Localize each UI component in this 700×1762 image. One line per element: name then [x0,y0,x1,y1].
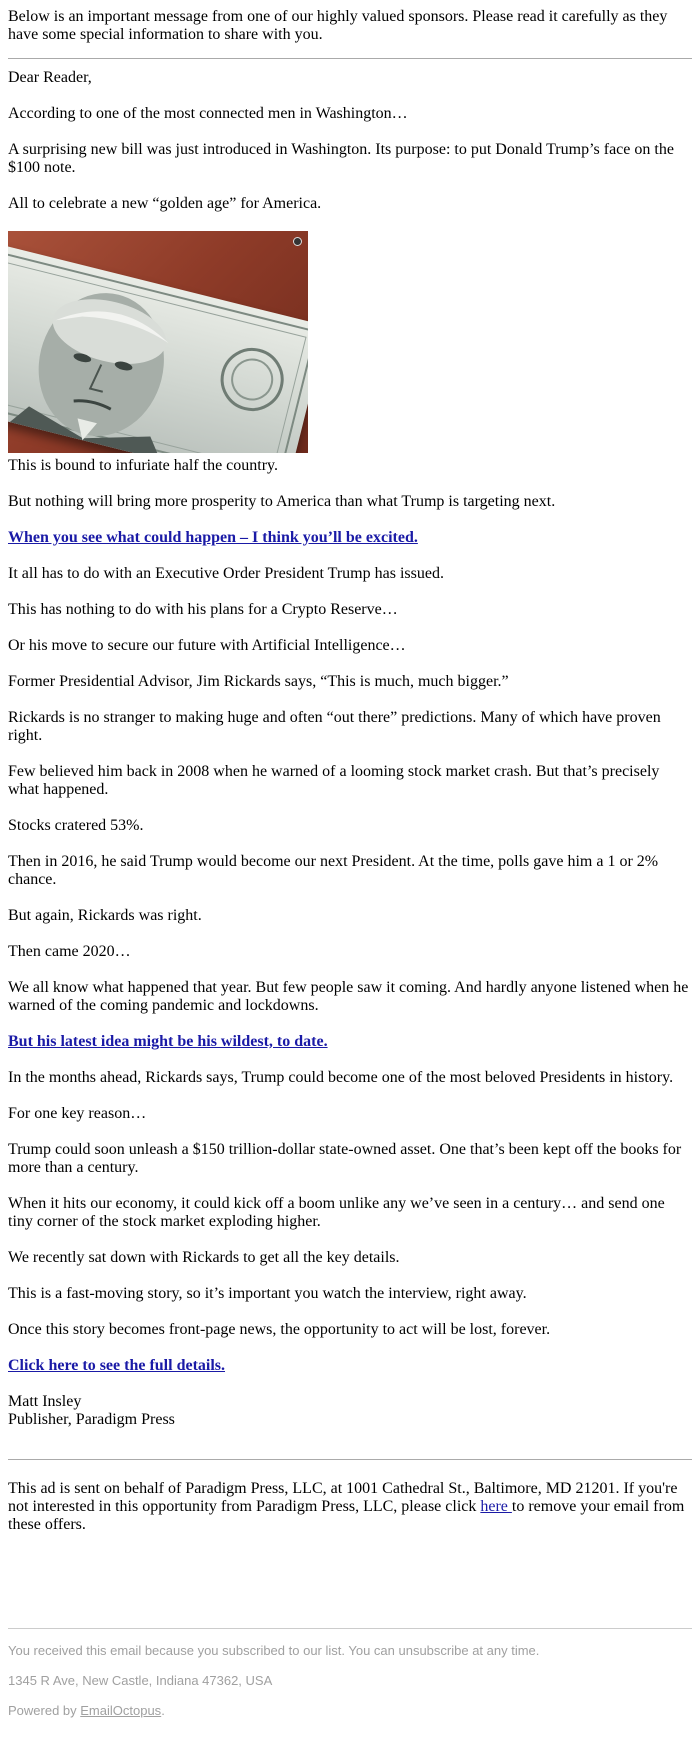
footer-divider [8,1628,692,1629]
promo-link-excited[interactable]: When you see what could happen – I think you’ll be excited. [8,529,418,546]
legal-text-after: to remove your email from these offers. [8,1498,685,1533]
remove-email-link[interactable]: here [480,1498,512,1515]
paragraph: We all know what happened that year. But few people saw it coming. And hardly anyone listened when he warned of the coming pandemic and lockdowns. [8,979,689,1014]
paragraph: All to celebrate a new “golden age” for America. [8,195,322,212]
paragraph: We recently sat down with Rickards to get all the key details. [8,1249,400,1266]
paragraph: Then in 2016, he said Trump would become our next President. At the time, polls gave him a 1 or 2% chance. [8,853,659,888]
paragraph: Stocks cratered 53%. [8,817,144,834]
mailing-address: 1345 R Ave, New Castle, Indiana 47362, USA [8,1673,273,1688]
promo-link-full-details[interactable]: Click here to see the full details. [8,1357,226,1374]
signature-title: Publisher, Paradigm Press [8,1411,175,1428]
paragraph: Then came 2020… [8,943,131,960]
top-divider [8,58,692,59]
paragraph: Few believed him back in 2008 when he warned of a looming stock market crash. But that’s precisely what happened. [8,763,660,798]
sponsor-intro: Below is an important message from one of our highly valued sponsors. Please read it carefully as they have some special information to share with you. [8,8,668,43]
signature-name: Matt Insley [8,1393,82,1410]
paragraph: A surprising new bill was just introduced in Washington. Its purpose: to put Donald Trump’s face on the $100 note. [8,141,674,176]
paragraph: Trump could soon unleash a $150 trillion-dollar state-owned asset. One that’s been kept off the books for more than a century. [8,1141,682,1176]
paragraph: When it hits our economy, it could kick off a boom unlike any we’ve seen in a century… and send one tiny corner of the stock market exploding higher. [8,1195,665,1230]
promo-link-wildest[interactable]: But his latest idea might be his wildest, to date. [8,1033,328,1050]
powered-by-suffix: . [161,1703,165,1718]
legal-divider [8,1459,692,1460]
paragraph: For one key reason… [8,1105,147,1122]
paragraph: But nothing will bring more prosperity to America than what Trump is targeting next. [8,493,556,510]
paragraph: It all has to do with an Executive Order President Trump has issued. [8,565,444,582]
footer [8,1643,692,1719]
paragraph: In the months ahead, Rickards says, Trump could become one of the most beloved Presidents in history. [8,1069,674,1086]
subscription-notice: You received this email because you subscribed to our list. You can unsubscribe at any time. [8,1643,540,1658]
emailoctopus-link[interactable]: EmailOctopus [80,1703,162,1718]
legal-notice [8,1480,692,1534]
paragraph: According to one of the most connected men in Washington… [8,105,408,122]
greeting: Dear Reader, [8,69,92,86]
hero-image[interactable] [8,231,308,453]
bill-illustration [8,239,308,453]
paragraph: Once this story becomes front-page news, the opportunity to act will be lost, forever. [8,1321,551,1338]
powered-by [8,1703,692,1719]
paragraph: Or his move to secure our future with Artificial Intelligence… [8,637,406,654]
powered-by-prefix: Powered by [8,1703,81,1718]
portrait-illustration [8,239,308,453]
paragraph: This has nothing to do with his plans for a Crypto Reserve… [8,601,398,618]
paragraph: This is a fast-moving story, so it’s important you watch the interview, right away. [8,1285,527,1302]
signature [8,1393,692,1429]
info-icon [293,237,302,246]
paragraph: This is bound to infuriate half the country. [8,457,279,474]
paragraph: Former Presidential Advisor, Jim Rickards says, “This is much, much bigger.” [8,673,509,690]
legal-text-before: This ad is sent on behalf of Paradigm Press, LLC, at 1001 Cathedral St., Baltimore, MD 21201. If you're not interested in this opportunity from Paradigm Press, LLC, please click [8,1480,678,1515]
paragraph: But again, Rickards was right. [8,907,202,924]
paragraph: Rickards is no stranger to making huge and often “out there” predictions. Many of which have proven right. [8,709,661,744]
